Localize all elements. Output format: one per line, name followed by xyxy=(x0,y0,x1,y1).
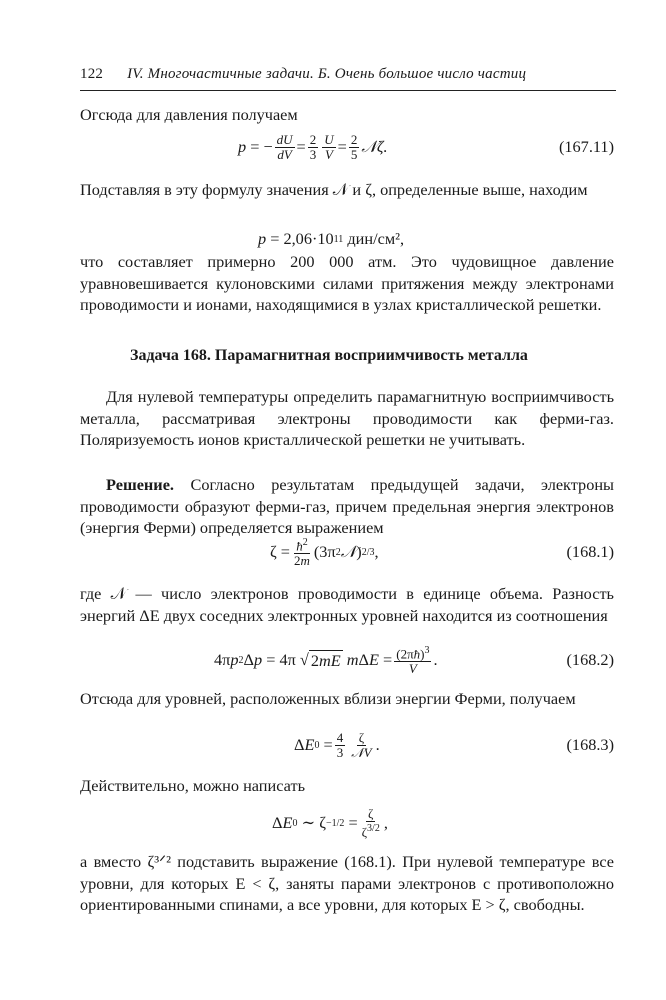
equation-number: (168.2) xyxy=(566,650,614,669)
solution-label: Решение. xyxy=(106,475,174,494)
pressure-exponent: 11 xyxy=(333,233,344,245)
equation-167-11-body: p = − $\frac{dU}{dV}$ = $\frac{2}{3}$ $\frac{U}{V}$ = $\frac{2}{5}$ 𝒩ζ. xyxy=(238,131,388,162)
equation-delta-e0-relation: Δ E 0 ∼ ζ −1/2 = $\frac{\zeta}{\zeta^{3/2}}$ , xyxy=(272,805,388,840)
equation-number: (168.3) xyxy=(566,735,614,754)
equation-168-1: ζ = $\frac{ħ^2}{2m}$ (3π 2 𝒩 ) 2/3 , (168.1) xyxy=(270,536,614,569)
paragraph-3: что составляет примерно 200 000 атм. Это чудовищное давление уравновешивается кулоновскими силами притяжения между электронами проводимости и ионами, находящимися в узлах кристаллической решетки. xyxy=(80,252,614,314)
paragraph-9: а вместо ζ³ᐟ² подставить выражение (168.1). При нулевой температуре все уровни, для которых E < ζ, заняты парами электронов с противоположно ориентированными спинами, а все уровни, для которых E > ζ, свободны. xyxy=(80,852,614,914)
problem-title: Задача 168. Парамагнитная восприимчивость металла xyxy=(130,347,528,364)
paragraph-5-text: Согласно результатам предыдущей задачи, электроны проводимости образуют ферми-газ, причем предельная энергия электронов (энергия Ферми) определяется выражением xyxy=(80,475,614,537)
header-rule xyxy=(80,90,616,91)
paragraph-6: где 𝒩 — число электронов проводимости в единице объема. Разность энергий ΔE двух соседних электронных уровней находится из соотношения xyxy=(80,584,614,625)
paragraph-2: Подставляя в эту формулу значения 𝒩 и ζ, определенные выше, находим xyxy=(80,180,588,199)
running-title: IV. Многочастичные задачи. Б. Очень большое число частиц xyxy=(127,66,527,82)
equation-number: (168.1) xyxy=(566,542,614,561)
equation-pressure: p = 2,06·10 11 дин/см² , xyxy=(258,229,405,248)
paragraph-7: Отсюда для уровней, расположенных вблизи энергии Ферми, получаем xyxy=(80,689,576,708)
running-header xyxy=(80,66,615,83)
paragraph-8: Действительно, можно написать xyxy=(80,776,306,795)
paragraph-1: Огсюда для давления получаем xyxy=(80,105,298,124)
equation-167-11 xyxy=(80,130,614,164)
paragraph-5 xyxy=(80,474,614,539)
equation-168-3: Δ E 0 = $\frac{4}{3}$ $\frac{\zeta}{\text{𝒩V}}$ . (168.3) xyxy=(80,728,614,762)
equation-number: (167.11) xyxy=(558,137,614,156)
page-number: 122 xyxy=(80,66,104,82)
paragraph-4: Для нулевой температуры определить парамагнитную восприимчивость металла, рассматривая электроны проводимости как ферми-газ. Поляризуемость ионов кристаллической решетки не учитывать. xyxy=(80,387,614,449)
pressure-unit: дин/см² xyxy=(347,229,401,248)
pressure-value: 2,06·10 xyxy=(283,229,334,248)
equation-168-2: 4π p 2 Δ p = 4π √ 2mE m Δ E = $\frac{(2\pi ħ)^3}{V}$ . (168.2) xyxy=(214,644,614,677)
